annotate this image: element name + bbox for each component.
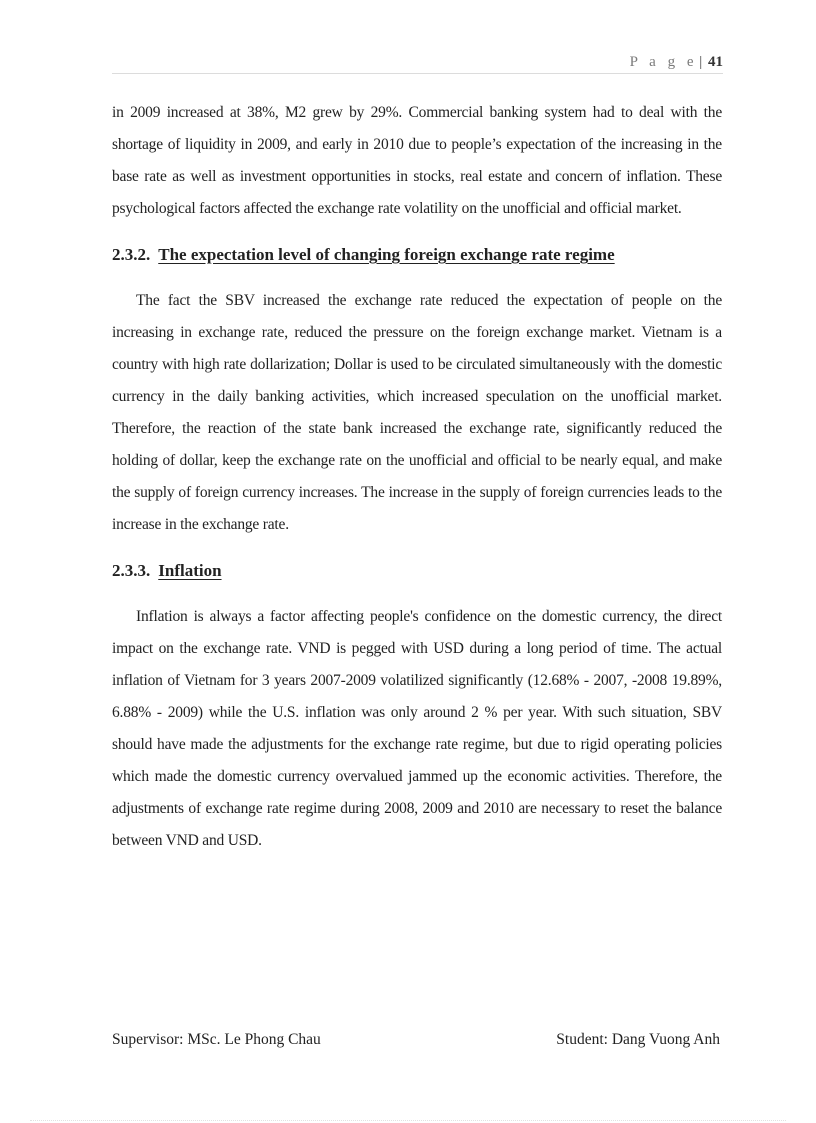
footer-student: Student: Dang Vuong Anh	[556, 1031, 720, 1048]
bottom-divider	[30, 1120, 786, 1121]
paragraph-inflation: Inflation is always a factor affecting people's confidence on the domestic currency, the direct impact on the exchange rate. VND is pegged with USD during a long period of time. The actual inflation of Vietnam for 3 years 2007-2009 volatilized significantly (12.68% - 2007, -2008 19.89%, 6.88% - 2009) while the U.S. inflation was only around 2 % per year. With such situation, SBV should have made the adjustments for the exchange rate regime, but due to rigid operating policies which made the domestic currency overvalued jammed up the economic activities. Therefore, the adjustments of exchange rate regime during 2008, 2009 and 2010 are necessary to reset the balance between VND and USD.	[112, 608, 722, 849]
page-footer	[112, 1028, 720, 1052]
page-number: 41	[708, 54, 723, 70]
section-number: 2.3.2.	[112, 245, 151, 264]
section-title: The expectation level of changing foreign exchange rate regime	[158, 245, 615, 264]
section-heading-2-3-3	[112, 555, 722, 587]
section-title: Inflation	[158, 561, 222, 580]
page-label: P a g e	[629, 54, 698, 70]
section-number: 2.3.3.	[112, 561, 151, 580]
paragraph-liquidity: in 2009 increased at 38%, M2 grew by 29%. Commercial banking system had to deal with the shortage of liquidity in 2009, and early in 2010 due to people’s expectation of the increasing in the base rate as well as investment opportunities in stocks, real estate and concern of inflation. These psychological factors affected the exchange rate volatility on the unofficial and official market.	[112, 104, 722, 217]
page-header	[112, 52, 723, 74]
document-body	[112, 97, 722, 857]
paragraph-expectation: The fact the SBV increased the exchange rate reduced the expectation of people on the increasing in exchange rate, reduced the pressure on the foreign exchange market. Vietnam is a country with high rate dollarization; Dollar is used to be circulated simultaneously with the domestic currency in the daily banking activities, which increased speculation on the unofficial market. Therefore, the reaction of the state bank increased the exchange rate, significantly reduced the holding of dollar, keep the exchange rate on the unofficial and official to be nearly equal, and make the supply of foreign currency increases. The increase in the supply of foreign currencies leads to the increase in the exchange rate.	[112, 292, 722, 533]
page-separator: |	[699, 54, 703, 70]
footer-supervisor: Supervisor: MSc. Le Phong Chau	[112, 1031, 321, 1048]
section-heading-2-3-2	[112, 239, 722, 271]
